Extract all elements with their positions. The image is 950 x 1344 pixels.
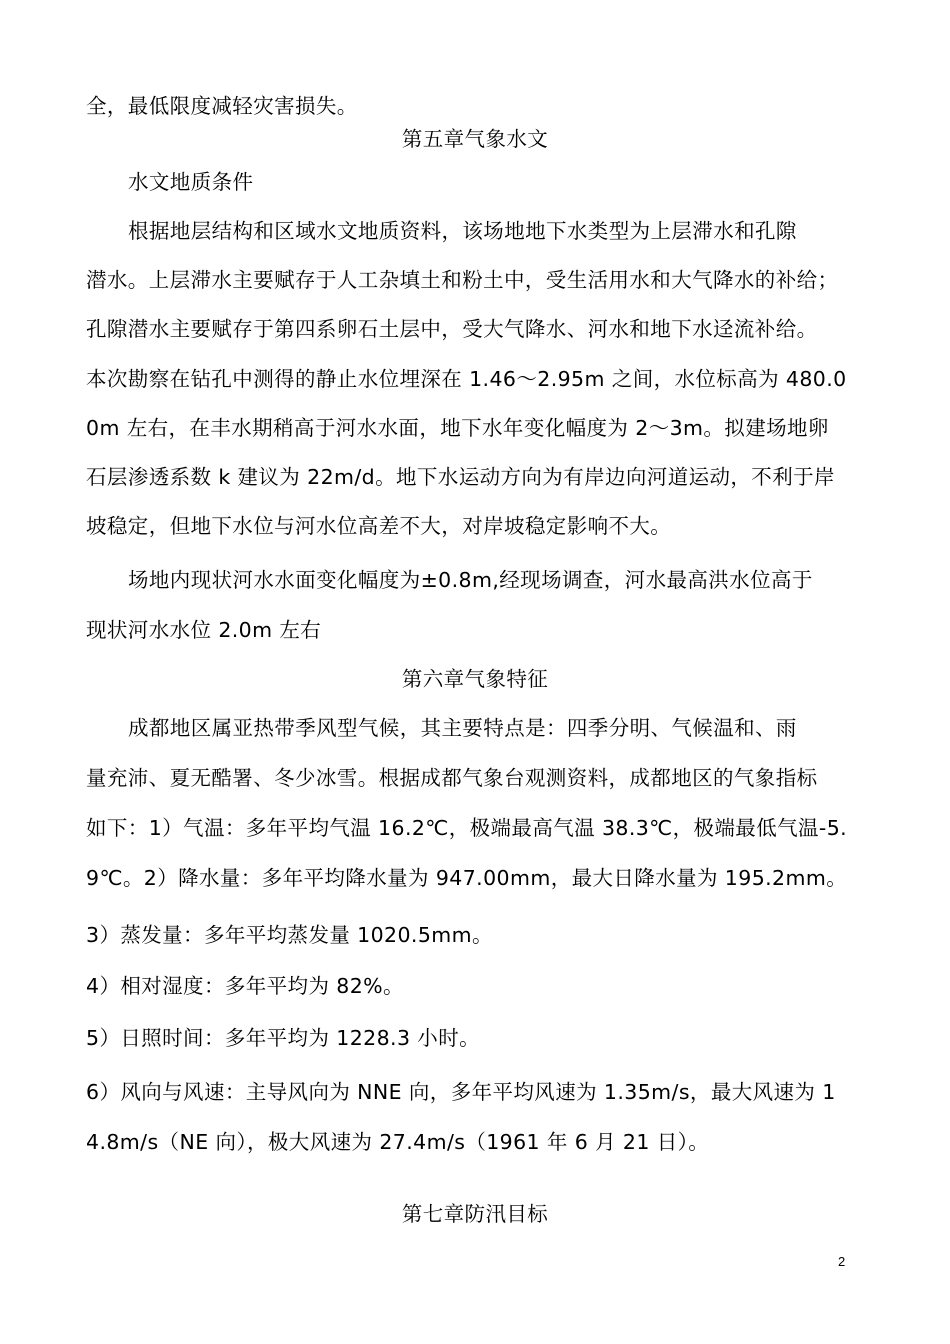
paragraph-line: 成都地区属亚热带季风型气候，其主要特点是：四季分明、气候温和、雨: [128, 716, 797, 740]
chapter-6-heading: 第六章气象特征: [401, 667, 549, 691]
chapter-7-heading: 第七章防汛目标: [401, 1202, 549, 1226]
paragraph-line: 根据地层结构和区域水文地质资料，该场地地下水类型为上层滞水和孔隙: [128, 219, 797, 243]
paragraph-line: 全，最低限度减轻灾害损失。: [86, 94, 358, 118]
paragraph-line: 量充沛、夏无酷署、冬少冰雪。根据成都气象台观测资料，成都地区的气象指标: [86, 766, 818, 790]
list-item-evaporation: 3）蒸发量：多年平均蒸发量 1020.5mm。: [86, 923, 493, 947]
list-item-sunshine: 5）日照时间：多年平均为 1228.3 小时。: [86, 1026, 481, 1050]
paragraph-line: 本次勘察在钻孔中测得的静止水位埋深在 1.46～2.95m 之间，水位标高为 480.0: [86, 367, 847, 391]
paragraph-line: 如下：1）气温：多年平均气温 16.2℃，极端最高气温 38.3℃，极端最低气温-5.: [86, 816, 848, 840]
paragraph-line: 石层渗透系数 k 建议为 22m/d。地下水运动方向为有岸边向河道运动，不利于岸: [86, 465, 835, 489]
paragraph-line: 坡稳定，但地下水位与河水位高差不大，对岸坡稳定影响不大。: [86, 514, 672, 538]
section-heading-hydrogeology: 水文地质条件: [128, 170, 254, 194]
paragraph-line: 场地内现状河水水面变化幅度为±0.8m,经现场调查，河水最高洪水位高于: [128, 568, 813, 592]
paragraph-line: 0m 左右，在丰水期稍高于河水水面，地下水年变化幅度为 2～3m。拟建场地卵: [86, 416, 829, 440]
paragraph-line: 9℃。2）降水量：多年平均降水量为 947.00mm，最大日降水量为 195.2mm。: [86, 866, 848, 890]
paragraph-line: 现状河水水位 2.0m 左右: [86, 618, 322, 642]
list-item-humidity: 4）相对湿度：多年平均为 82%。: [86, 974, 404, 998]
page-number: 2: [838, 1254, 846, 1269]
chapter-5-heading: 第五章气象水文: [401, 127, 549, 151]
list-item-wind: 6）风向与风速：主导风向为 NNE 向，多年平均风速为 1.35m/s，最大风速为 1: [86, 1080, 836, 1104]
paragraph-line: 潜水。上层滞水主要赋存于人工杂填土和粉土中，受生活用水和大气降水的补给；: [86, 268, 839, 292]
list-item-wind-continued: 4.8m/s（NE 向），极大风速为 27.4m/s（1961 年 6 月 21 日）。: [86, 1130, 710, 1154]
paragraph-line: 孔隙潜水主要赋存于第四系卵石土层中，受大气降水、河水和地下水迳流补给。: [86, 317, 818, 341]
